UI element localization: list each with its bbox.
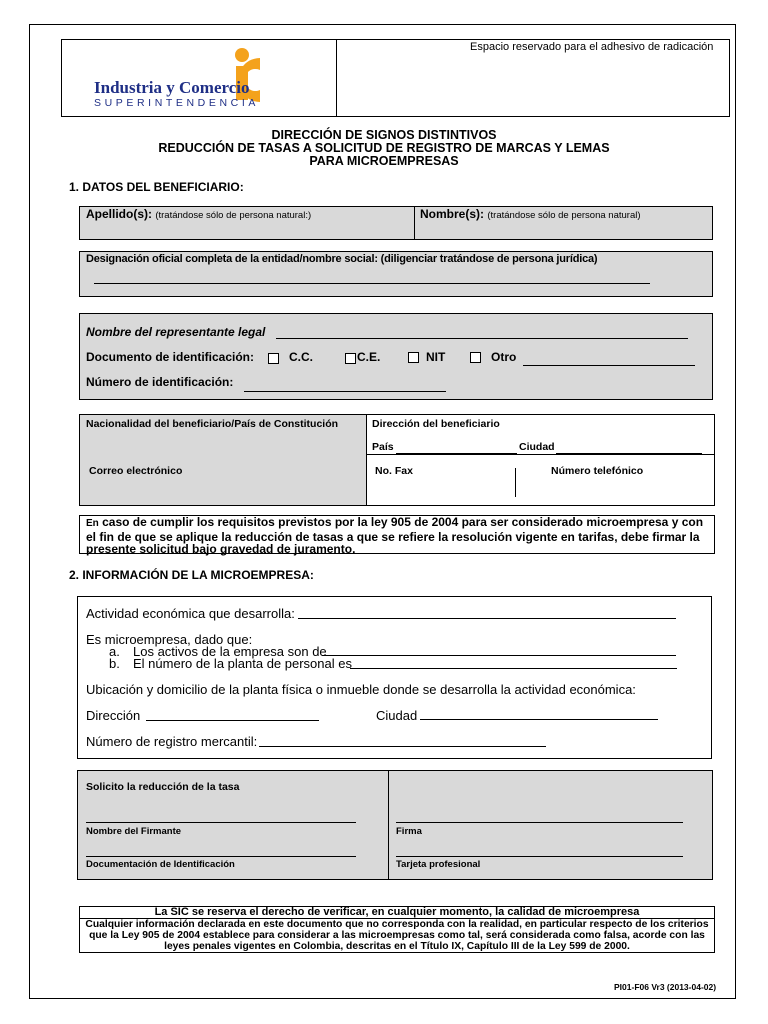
item-a-label: Los activos de la empresa son de <box>133 644 327 659</box>
ciudad-micro-label: Ciudad <box>376 708 418 723</box>
apellidos-note: (tratándose sólo de persona natural:) <box>155 210 312 221</box>
nombres-field[interactable] <box>420 207 641 221</box>
header-divider <box>336 40 337 116</box>
ciudad-micro-input-line[interactable] <box>420 719 658 720</box>
ciudad-label: Ciudad <box>519 441 555 453</box>
cc-label: C.C. <box>289 350 313 364</box>
representante-box <box>79 313 713 400</box>
nit-label: NIT <box>426 350 446 364</box>
otro-label: Otro <box>491 350 517 364</box>
title-line-2: REDUCCIÓN DE TASAS A SOLICITUD DE REGISTRO DE MARCAS Y LEMAS <box>158 141 610 155</box>
contact-vdivider <box>366 415 367 505</box>
es-micro-label: Es microempresa, dado que: <box>86 632 253 647</box>
documentacion-input-line[interactable] <box>86 856 356 857</box>
ubicacion-label: Ubicación y domicilio de la planta física o inmueble donde se desarrolla la actividad económica: <box>86 682 636 697</box>
tarjeta-label: Tarjeta profesional <box>396 859 481 870</box>
nombres-label: Nombre(s): <box>420 207 485 221</box>
designacion-input-line[interactable] <box>94 283 650 284</box>
documentacion-label: Documentación de Identificación <box>86 859 235 870</box>
microempresa-box <box>77 596 712 759</box>
numero-input-line[interactable] <box>244 391 446 392</box>
form-code: PI01-F06 Vr3 (2013-04-02) <box>614 982 717 992</box>
pais-input-line[interactable] <box>396 453 517 454</box>
direccion-input-line[interactable] <box>146 720 319 721</box>
direccion-label: Dirección <box>86 708 141 723</box>
declaration-text: caso de cumplir los requisitos previstos por la ley 905 de 2004 para ser considerado microempresa y con el fin de que se aplique la reducción de tasas a que se refiere la resolución vigente en tarifas, debe firmar la presente solicitud bajo gravedad de juramento. <box>86 515 704 556</box>
registro-input-line[interactable] <box>259 746 546 747</box>
nombres-note: (tratándose sólo de persona natural) <box>487 210 641 221</box>
actividad-input-line[interactable] <box>298 618 676 619</box>
fax-divider <box>515 468 516 497</box>
name-row-divider <box>414 207 415 239</box>
contact-hdivider <box>367 454 714 455</box>
header-table <box>61 39 730 117</box>
logo-wordmark: Industria y Comercio <box>94 78 250 97</box>
item-b-marker: b. <box>109 656 120 671</box>
firmante-label: Nombre del Firmante <box>86 826 182 837</box>
logo-subtitle: SUPERINTENDENCIA <box>94 97 259 109</box>
nit-checkbox[interactable] <box>408 352 419 363</box>
representante-label: Nombre del representante legal <box>86 325 266 339</box>
pais-label: País <box>372 441 394 453</box>
numero-label: Número de identificación: <box>86 375 234 389</box>
section-2-heading: 2. INFORMACIÓN DE LA MICROEMPRESA: <box>69 568 314 582</box>
section-1-heading: 1. DATOS DEL BENEFICIARIO: <box>69 180 244 194</box>
signature-table <box>77 770 713 880</box>
ce-label: C.E. <box>357 350 381 364</box>
page-title <box>100 129 668 168</box>
footer-note <box>79 906 715 953</box>
cc-checkbox[interactable] <box>268 353 279 364</box>
firma-label: Firma <box>396 826 422 837</box>
fax-label: No. Fax <box>375 465 413 477</box>
telefono-label: Número telefónico <box>551 465 644 477</box>
correo-label: Correo electrónico <box>89 465 183 477</box>
personal-input-line[interactable] <box>350 668 677 669</box>
designacion-label: Designación oficial completa de la entidad/nombre social: (diligenciar tratándose de persona jurídica) <box>86 253 598 265</box>
signature-divider <box>388 771 389 879</box>
direccion-beneficiario-label: Dirección del beneficiario <box>372 418 500 430</box>
designacion-box <box>79 251 713 297</box>
tarjeta-input-line[interactable] <box>396 856 683 857</box>
documento-label: Documento de identificación: <box>86 350 255 364</box>
solicito-label: Solicito la reducción de la tasa <box>86 781 240 793</box>
otro-input-line[interactable] <box>523 365 695 366</box>
firma-input-line[interactable] <box>396 822 683 823</box>
title-line-3: PARA MICROEMPRESAS <box>309 154 459 168</box>
footer-note-line1: La SIC se reserva el derecho de verificar, en cualquier momento, la calidad de microempresa <box>80 907 714 919</box>
declaration-prefix: En <box>86 518 99 529</box>
nacionalidad-label: Nacionalidad del beneficiario/País de Constitución <box>86 418 339 430</box>
item-b-label: El número de la planta de personal es <box>133 656 352 671</box>
registro-label: Número de registro mercantil: <box>86 734 258 749</box>
footer-note-line2: Cualquier información declarada en este documento que no corresponda con la realidad, en particular respecto de los criterios que la Ley 905 de 2004 establece para considerar a las microempresas como tal, será considerada como falsa, acorde con las leyes penales vigentes en Colombia, descritas en el Título IX, Capítulo III de la Ley 599 de 2000. <box>85 919 709 952</box>
otro-checkbox[interactable] <box>470 352 481 363</box>
ce-checkbox[interactable] <box>345 353 356 364</box>
contact-table <box>79 414 715 506</box>
representante-input-line[interactable] <box>276 338 688 339</box>
reserved-space-label: Espacio reservado para el adhesivo de radicación <box>470 41 714 53</box>
name-row <box>79 206 713 240</box>
apellidos-label: Apellido(s): <box>86 207 152 221</box>
ciudad-input-line[interactable] <box>556 453 702 454</box>
declaration-box <box>79 515 715 554</box>
item-a-marker: a. <box>109 644 120 659</box>
firmante-input-line[interactable] <box>86 822 356 823</box>
apellidos-field[interactable] <box>86 207 311 221</box>
title-line-1: DIRECCIÓN DE SIGNOS DISTINTIVOS <box>271 128 497 142</box>
activos-input-line[interactable] <box>322 655 676 656</box>
actividad-label: Actividad económica que desarrolla: <box>86 606 295 621</box>
